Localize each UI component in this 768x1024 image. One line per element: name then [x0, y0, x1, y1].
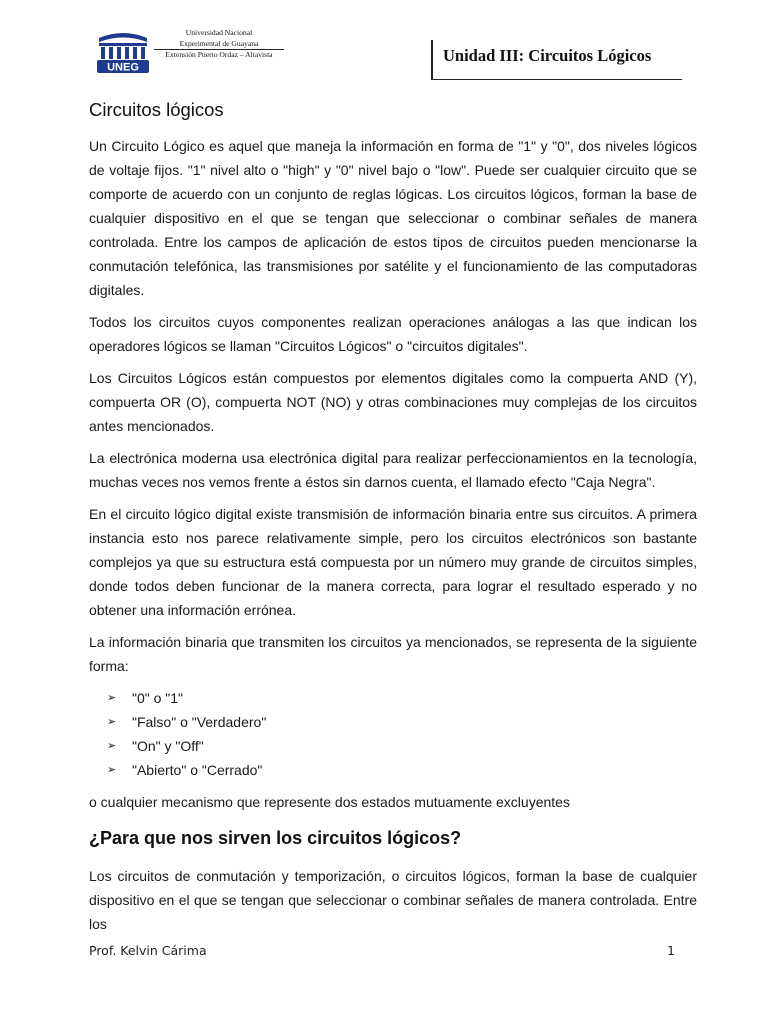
- list-item-text: "0" o "1": [132, 690, 184, 706]
- list-item: [107, 758, 697, 782]
- arrow-bullet-icon: ➢: [107, 740, 117, 752]
- institution-line-2: Experimental de Guayana: [179, 38, 259, 48]
- document-body: [89, 98, 697, 944]
- paragraph-2: Todos los circuitos cuyos componentes realizan operaciones análogas a las que indican los operadores lógicos se llaman "Circuitos Lógicos" o "circuitos digitales".: [89, 314, 697, 354]
- list-item-text: "On" y "Off": [132, 738, 204, 754]
- arrow-bullet-icon: ➢: [107, 764, 117, 776]
- paragraph-1: Un Circuito Lógico es aquel que maneja la información en forma de "1" y "0", dos niveles lógicos de voltaje fijos. "1" nivel alto o "high" y "0" nivel bajo o "low". Puede ser cualquier circuito que se comporte de acuerdo con un conjunto de reglas lógicas. Los circuitos lógicos, forman la base de cualquier dispositivo en el que se tengan que seleccionar o combinar señales de manera controlada. Entre los campos de aplicación de estos tipos de circuitos pueden mencionarse la conmutación telefónica, las transmisiones por satélite y el funcionamiento de las computadoras digitales.: [89, 138, 697, 298]
- paragraph-final: Los circuitos de conmutación y temporización, o circuitos lógicos, forman la base de cualquier dispositivo en el que se tengan que seleccionar o combinar señales de manera controlada. Entre los: [89, 868, 697, 932]
- unit-title: Unidad III: Circuitos Lógicos: [431, 40, 682, 80]
- list-item: [107, 710, 697, 734]
- paragraph-3: Los Circuitos Lógicos están compuestos por elementos digitales como la compuerta AND (Y), compuerta OR (O), compuerta NOT (NO) y otras combinaciones muy complejas de los circuitos antes mencionados.: [89, 370, 697, 434]
- list-item-text: "Falso" o "Verdadero": [132, 714, 267, 730]
- uneg-logo-icon: [95, 28, 151, 74]
- paragraph-5: En el circuito lógico digital existe transmisión de información binaria entre sus circuitos. A primera instancia esto nos parece relativamente simple, pero los circuitos electrónicos son bastante complejos ya que su estructura está compuesta por un número muy grande de circuitos simples, donde todos deben funcionar de la manera correcta, para lograr el resultado esperado y no obtener una información errónea.: [89, 506, 697, 618]
- paragraph-after-list: o cualquier mecanismo que represente dos estados mutuamente excluyentes: [89, 794, 570, 810]
- logo-text: UNEG: [107, 61, 139, 74]
- arrow-bullet-icon: ➢: [107, 692, 117, 704]
- section-subtitle: ¿Para que nos sirven los circuitos lógicos?: [89, 828, 462, 848]
- list-item-text: "Abierto" o "Cerrado": [132, 762, 263, 778]
- institution-name: [154, 28, 284, 61]
- list-item: [107, 734, 697, 758]
- list-item: [107, 686, 697, 710]
- page-number: 1: [667, 943, 675, 958]
- page-title: Circuitos lógicos: [89, 99, 224, 120]
- institution-line-3: Extensión Puerto Ordaz – Altavista: [154, 49, 284, 61]
- bullet-list: [107, 686, 697, 782]
- page-header: [92, 26, 682, 80]
- paragraph-6: La información binaria que transmiten los circuitos ya mencionados, se representa de la siguiente forma:: [89, 634, 697, 674]
- paragraph-4: La electrónica moderna usa electrónica digital para realizar perfeccionamientos en la tecnología, muchas veces nos vemos frente a éstos sin darnos cuenta, el llamado efecto "Caja Negra".: [89, 450, 697, 490]
- institution-line-1: Universidad Nacional: [185, 28, 253, 37]
- footer-author: Prof. Kelvin Cárima: [89, 943, 207, 958]
- arrow-bullet-icon: ➢: [107, 716, 117, 728]
